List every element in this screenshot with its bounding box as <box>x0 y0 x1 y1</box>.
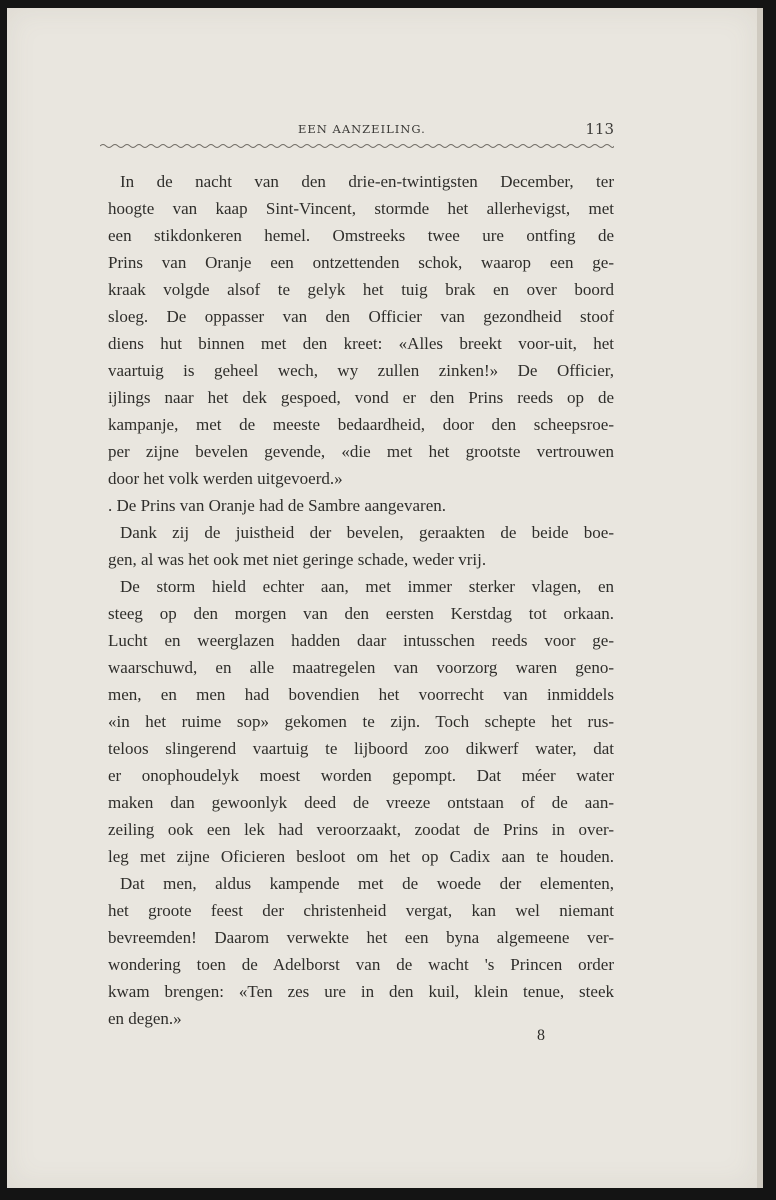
wavy-rule <box>100 141 614 151</box>
text-line: . De Prins van Oranje had de Sambre aangevaren. <box>108 496 446 515</box>
text-line: Prins van Oranje een ontzettenden schok, waarop een ge- <box>108 253 614 272</box>
text-line: kraak volgde alsof te gelyk het tuig brak en over boord <box>108 280 614 299</box>
text-line: teloos slingerend vaartuig te lijboord zoo dikwerf water, dat <box>108 739 614 758</box>
page-number: 113 <box>585 120 614 138</box>
text-line: Dank zij de juistheid der bevelen, geraakten de beide boe- <box>120 523 614 542</box>
text-line: wondering toen de Adelborst van de wacht 's Princen order <box>108 955 614 974</box>
text-line: zeiling ook een lek had veroorzaakt, zoodat de Prins in over- <box>108 820 614 839</box>
text-line: sloeg. De oppasser van den Officier van gezondheid stoof <box>108 307 614 326</box>
text-line: het groote feest der christenheid vergat, kan wel niemant <box>108 901 614 920</box>
text-line: vaartuig is geheel wech, wy zullen zinken!» De Officier, <box>108 361 614 380</box>
text-line: hoogte van kaap Sint-Vincent, stormde het allerhevigst, met <box>108 199 614 218</box>
text-line: maken dan gewoonlyk deed de vreeze ontstaan of de aan- <box>108 793 614 812</box>
running-head <box>108 120 614 140</box>
text-line: kwam brengen: «Ten zes ure in den kuil, klein tenue, steek <box>108 982 614 1001</box>
text-line: per zijne bevelen gevende, «die met het grootste vertrouwen <box>108 442 614 461</box>
text-line: waarschuwd, en alle maatregelen van voorzorg waren geno- <box>108 658 614 677</box>
text-line: een stikdonkeren hemel. Omstreeks twee ure ontfing de <box>108 226 614 245</box>
running-title: EEN AANZEILING. <box>298 122 426 136</box>
text-line: door het volk werden uitgevoerd.» <box>108 469 343 488</box>
text-line: men, en men had bovendien het voorrecht van inmiddels <box>108 685 614 704</box>
text-line: De storm hield echter aan, met immer sterker vlagen, en <box>120 577 614 596</box>
text-line: er onophoudelyk moest worden gepompt. Dat méer water <box>108 766 614 785</box>
text-line: «in het ruime sop» gekomen te zijn. Toch schepte het rus- <box>108 712 614 731</box>
text-line: Lucht en weerglazen hadden daar intusschen reeds voor ge- <box>108 631 614 650</box>
signature-mark: 8 <box>537 1027 545 1044</box>
text-line: In de nacht van den drie-en-twintigsten December, ter <box>120 172 614 191</box>
text-line: Dat men, aldus kampende met de woede der elementen, <box>120 874 614 893</box>
text-line: ijlings naar het dek gespoed, vond er den Prins reeds op de <box>108 388 614 407</box>
text-line: leg met zijne Oficieren besloot om het op Cadix aan te houden. <box>108 847 614 866</box>
text-line: kampanje, met de meeste bedaardheid, door den scheepsroe- <box>108 415 614 434</box>
page-edge <box>757 8 763 1188</box>
text-line: en degen.» <box>108 1009 182 1028</box>
text-line: gen, al was het ook met niet geringe schade, weder vrij. <box>108 550 487 569</box>
text-line: diens hut binnen met den kreet: «Alles breekt voor-uit, het <box>108 334 614 353</box>
body-text <box>108 168 614 1032</box>
text-line: bevreemden! Daarom verwekte het een byna algemeene ver- <box>108 928 614 947</box>
text-line: steeg op den morgen van den eersten Kerstdag tot orkaan. <box>108 604 614 623</box>
